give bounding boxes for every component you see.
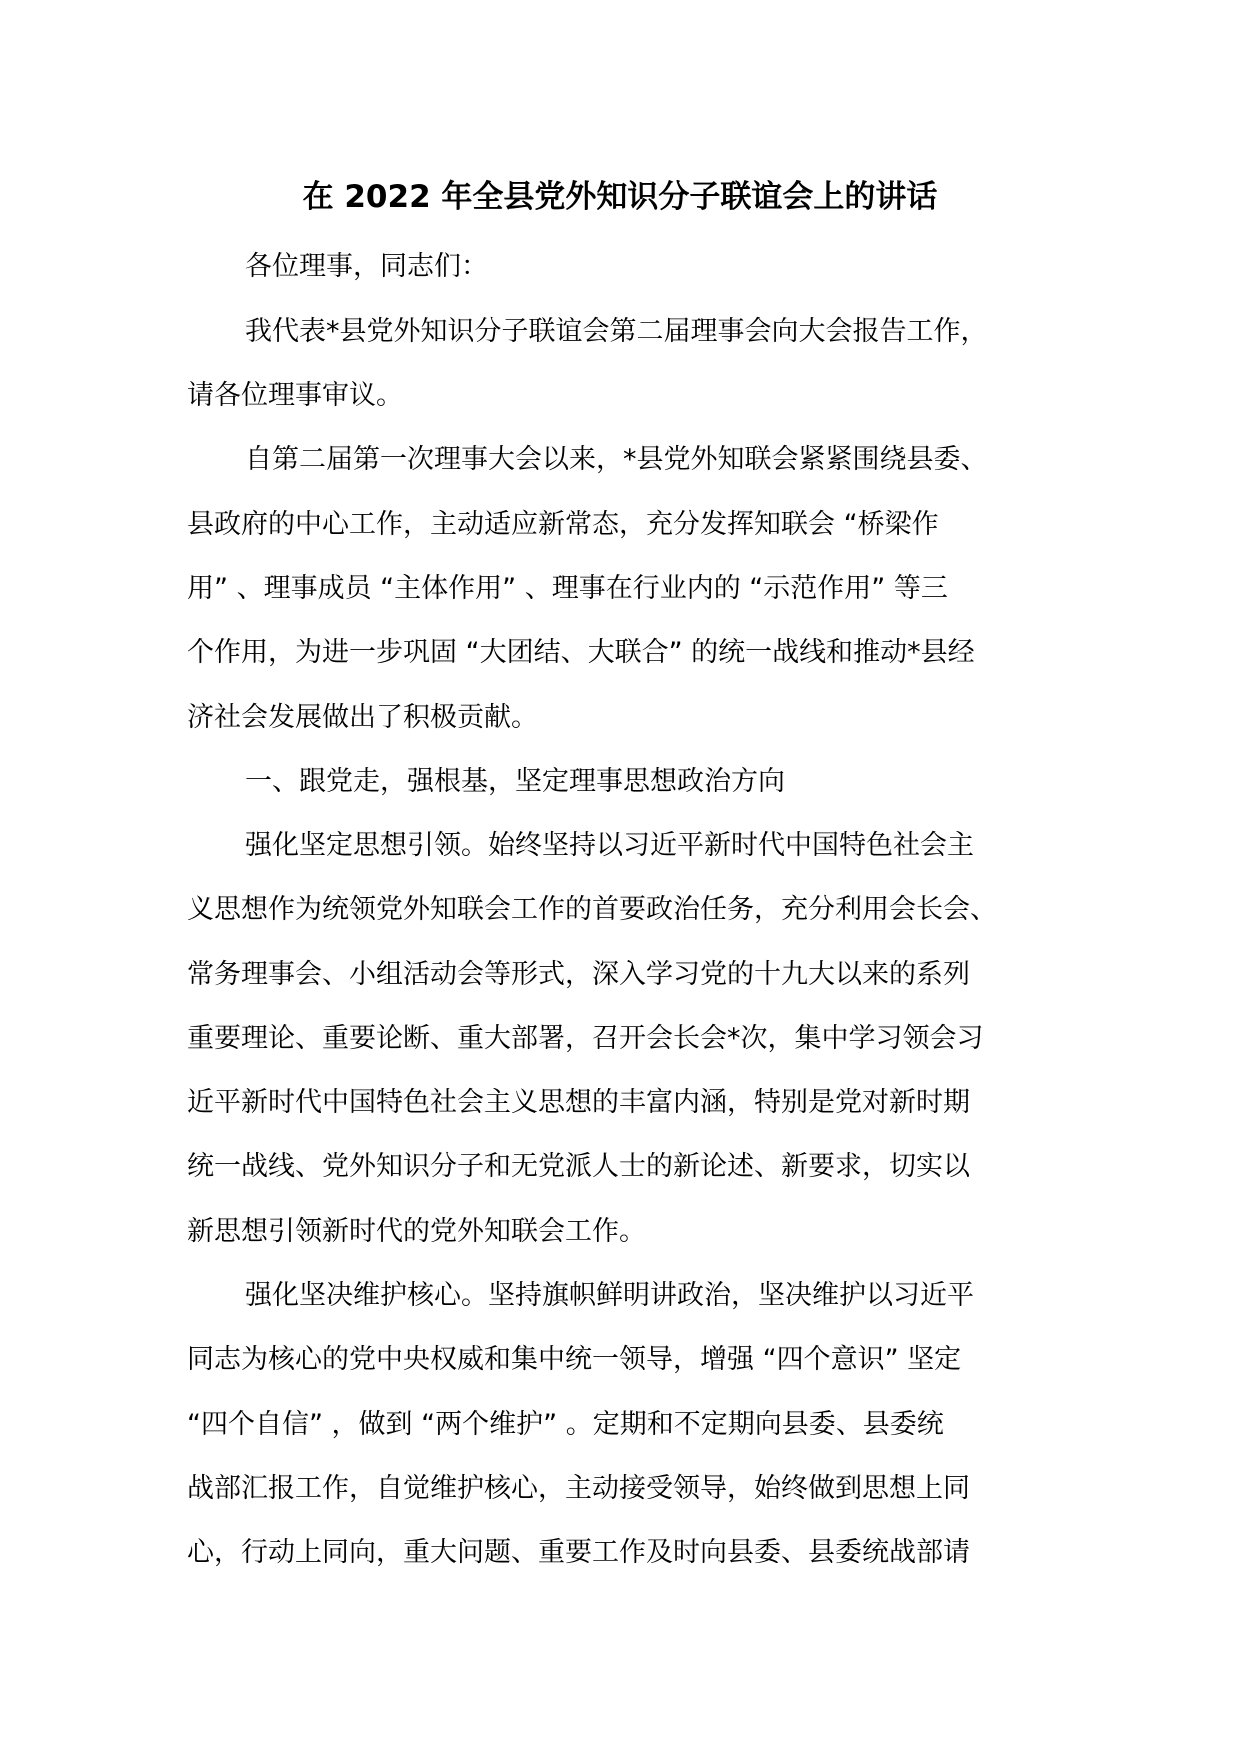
paragraph-line: 个作用，为进一步巩固 “大团结、大联合” 的统一战线和推动*县经 [187,637,975,668]
paragraph-line: 常务理事会、小组活动会等形式，深入学习党的十九大以来的系列 [187,959,970,990]
paragraph-line: 强化坚决维护核心。坚持旗帜鲜明讲政治，坚决维护以习近平 [245,1280,974,1311]
paragraph-line: 统一战线、党外知识分子和无党派人士的新论述、新要求，切实以 [187,1151,970,1182]
paragraph-line: 请各位理事审议。 [187,380,403,411]
paragraph-line: 义思想作为统领党外知联会工作的首要政治任务，充分利用会长会、 [187,894,997,925]
paragraph-line: 自第二届第一次理事大会以来，*县党外知联会紧紧围绕县委、 [245,444,988,475]
paragraph-line: 县政府的中心工作，主动适应新常态，充分发挥知联会 “桥梁作 [187,509,939,540]
paragraph-line: 强化坚定思想引领。始终坚持以习近平新时代中国特色社会主 [245,830,974,861]
paragraph-line: 我代表*县党外知识分子联谊会第二届理事会向大会报告工作， [245,316,988,347]
paragraph-line: 战部汇报工作，自觉维护核心，主动接受领导，始终做到思想上同 [187,1473,970,1504]
paragraph-line: 重要理论、重要论断、重大部署，召开会长会*次，集中学习领会习 [187,1023,984,1054]
paragraph-line: 济社会发展做出了积极贡献。 [187,702,538,733]
paragraph-line: 用” 、理事成员 “主体作用” 、理事在行业内的 “示范作用” 等三 [187,573,948,604]
section-heading: 一、跟党走，强根基，坚定理事思想政治方向 [245,766,785,797]
document-title: 在 2022 年全县党外知识分子联谊会上的讲话 [302,179,938,215]
paragraph-line: 心，行动上同向，重大问题、重要工作及时向县委、县委统战部请 [187,1537,970,1568]
paragraph-line: 近平新时代中国特色社会主义思想的丰富内涵，特别是党对新时期 [187,1087,970,1118]
paragraph-line: 同志为核心的党中央权威和集中统一领导，增强 “四个意识” 坚定 [187,1344,962,1375]
paragraph-line: “四个自信” ，做到 “两个维护” 。定期和不定期向县委、县委统 [187,1409,944,1440]
salutation-line: 各位理事，同志们： [245,251,488,282]
paragraph-line: 新思想引领新时代的党外知联会工作。 [187,1216,646,1247]
